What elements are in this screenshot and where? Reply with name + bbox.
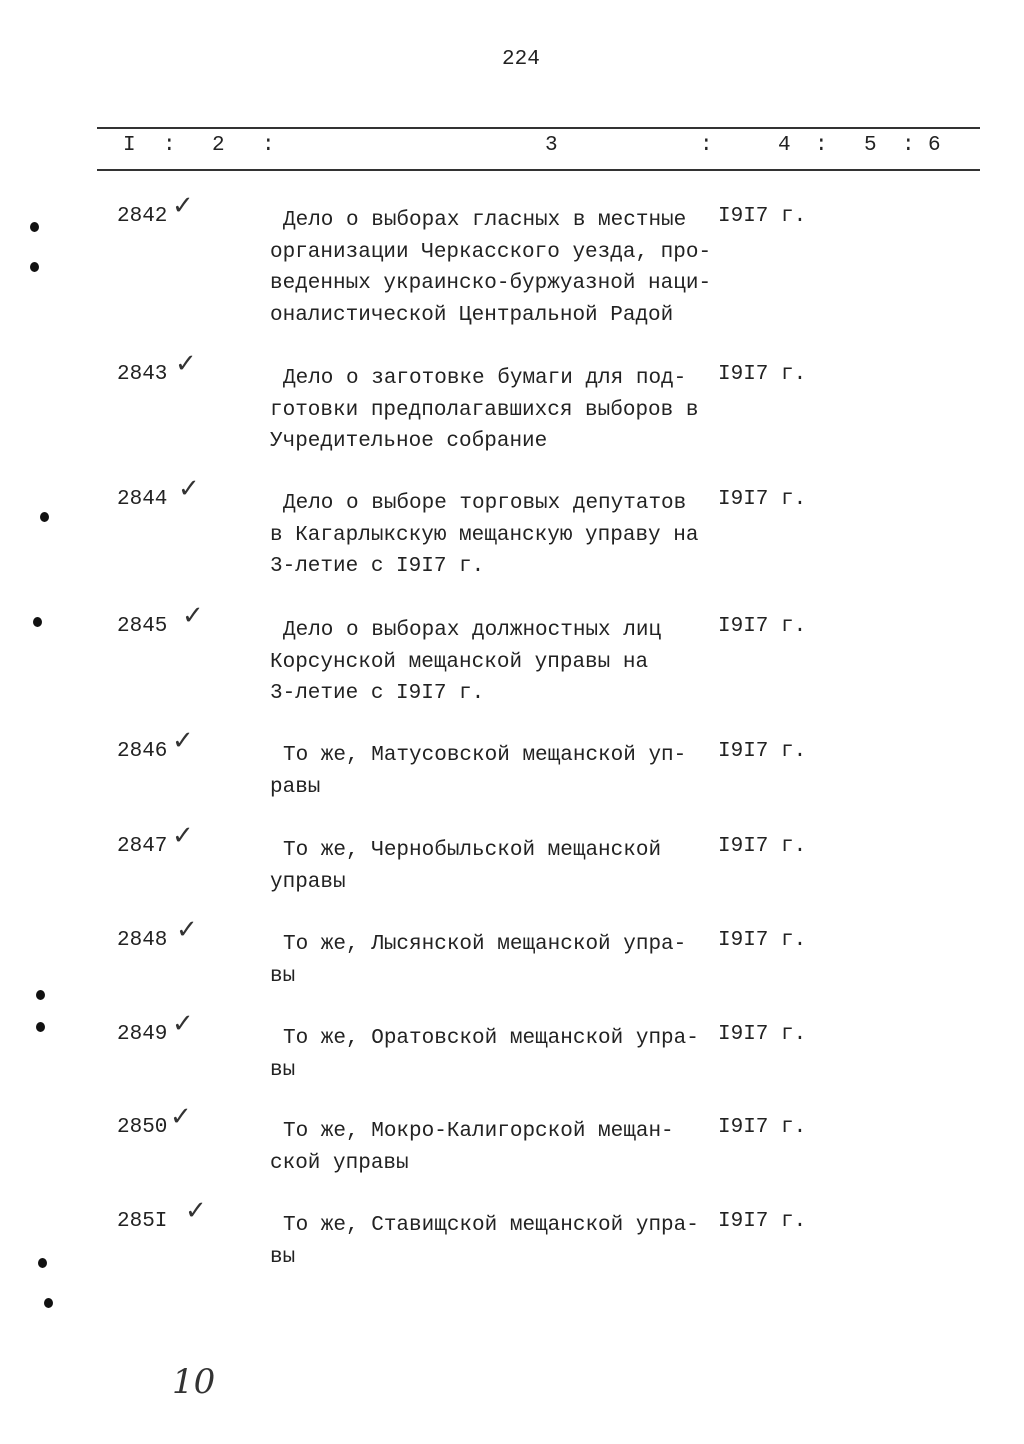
item-year: I9I7 г. [718,615,807,638]
description-line: Учредительное собрание [270,430,548,453]
description-line: Дело о выборах гласных в местные [283,209,687,232]
description-line: То же, Матусовской мещанской уп- [283,744,687,767]
item-description [270,1210,699,1273]
column-separator: : [902,134,915,157]
item-year: I9I7 г. [718,488,807,511]
item-number: 2847 [117,835,168,858]
item-number: 2842 [117,205,168,228]
description-line: ской управы [270,1151,409,1175]
checkmark-icon: ✓ [172,821,194,851]
column-header-1: I [123,134,136,157]
checkmark-icon: ✓ [172,726,194,756]
column-header-5: 5 [864,134,877,157]
description-line: Дело о выборах должностных лиц [283,619,662,642]
punch-hole-mark [30,262,39,272]
item-year: I9I7 г. [718,205,807,228]
item-number: 285I [117,1210,168,1233]
item-description [270,835,661,898]
item-number: 2848 [117,929,168,952]
item-description [270,1116,674,1179]
item-description [270,740,686,803]
item-description [270,615,661,710]
checkmark-icon: ✓ [172,1009,194,1039]
punch-hole-mark [40,512,49,522]
item-year: I9I7 г. [718,363,807,386]
item-year: I9I7 г. [718,1116,807,1139]
column-header-4: 4 [778,134,791,157]
punch-hole-mark [44,1298,53,1308]
item-description [270,363,698,458]
description-line: Корсунской мещанской управы на [270,650,649,674]
item-year: I9I7 г. [718,929,807,952]
item-year: I9I7 г. [718,835,807,858]
page-number: 224 [502,48,540,71]
checkmark-icon: ✓ [185,1196,207,1226]
item-year: I9I7 г. [718,740,807,763]
item-number: 2849 [117,1023,168,1046]
description-line: вы [270,1058,296,1082]
checkmark-icon: ✓ [176,915,198,945]
description-line: То же, Мокро-Калигорской мещан- [283,1120,674,1143]
punch-hole-mark [38,1258,47,1268]
item-number: 2844 [117,488,168,511]
description-line: Дело о выборе торговых депутатов [283,492,687,515]
description-line: готовки предполагавшихся выборов в [270,398,699,422]
column-separator: : [700,134,713,157]
checkmark-icon: ✓ [178,474,200,504]
description-line: То же, Лысянской мещанской упра- [283,933,687,956]
description-line: вы [270,964,296,988]
item-number: 2845 [117,615,168,638]
description-line: 3-летие с I9I7 г. [270,555,485,578]
description-line: 3-летие с I9I7 г. [270,682,485,705]
checkmark-icon: ✓ [172,191,194,221]
column-header-3: 3 [545,134,558,157]
column-separator: : [163,134,176,157]
column-header-2: 2 [212,134,225,157]
column-separator: : [262,134,275,157]
item-description [270,205,711,331]
item-description [270,1023,699,1086]
description-line: То же, Ставищской мещанской упра- [283,1214,699,1237]
item-year: I9I7 г. [718,1023,807,1046]
item-description [270,929,686,992]
checkmark-icon: ✓ [175,349,197,379]
description-line: оналистической Центральной Радой [270,303,674,327]
description-line: То же, Оратовской мещанской упра- [283,1027,699,1050]
header-bottom-rule [97,169,980,171]
punch-hole-mark [36,990,45,1000]
description-line: в Кагарлыкскую мещанскую управу на [270,523,699,547]
item-number: 2843 [117,363,168,386]
description-line: Дело о заготовке бумаги для под- [283,367,687,390]
item-number: 2850 [117,1116,168,1139]
description-line: вы [270,1245,296,1269]
item-number: 2846 [117,740,168,763]
description-line: веденных украинско-буржуазной наци- [270,272,712,295]
description-line: равы [270,775,321,799]
description-line: организации Черкасского уезда, про- [270,240,712,264]
checkmark-icon: ✓ [170,1102,192,1132]
header-top-rule [97,127,980,129]
description-line: управы [270,870,346,894]
checkmark-icon: ✓ [182,601,204,631]
column-header-6: 6 [928,134,941,157]
punch-hole-mark [36,1022,45,1032]
item-description [270,488,698,583]
punch-hole-mark [33,617,42,627]
description-line: То же, Чернобыльской мещанской [283,839,662,862]
handwritten-sheet-number: 10 [172,1362,216,1402]
column-separator: : [815,134,828,157]
punch-hole-mark [30,222,39,232]
item-year: I9I7 г. [718,1210,807,1233]
